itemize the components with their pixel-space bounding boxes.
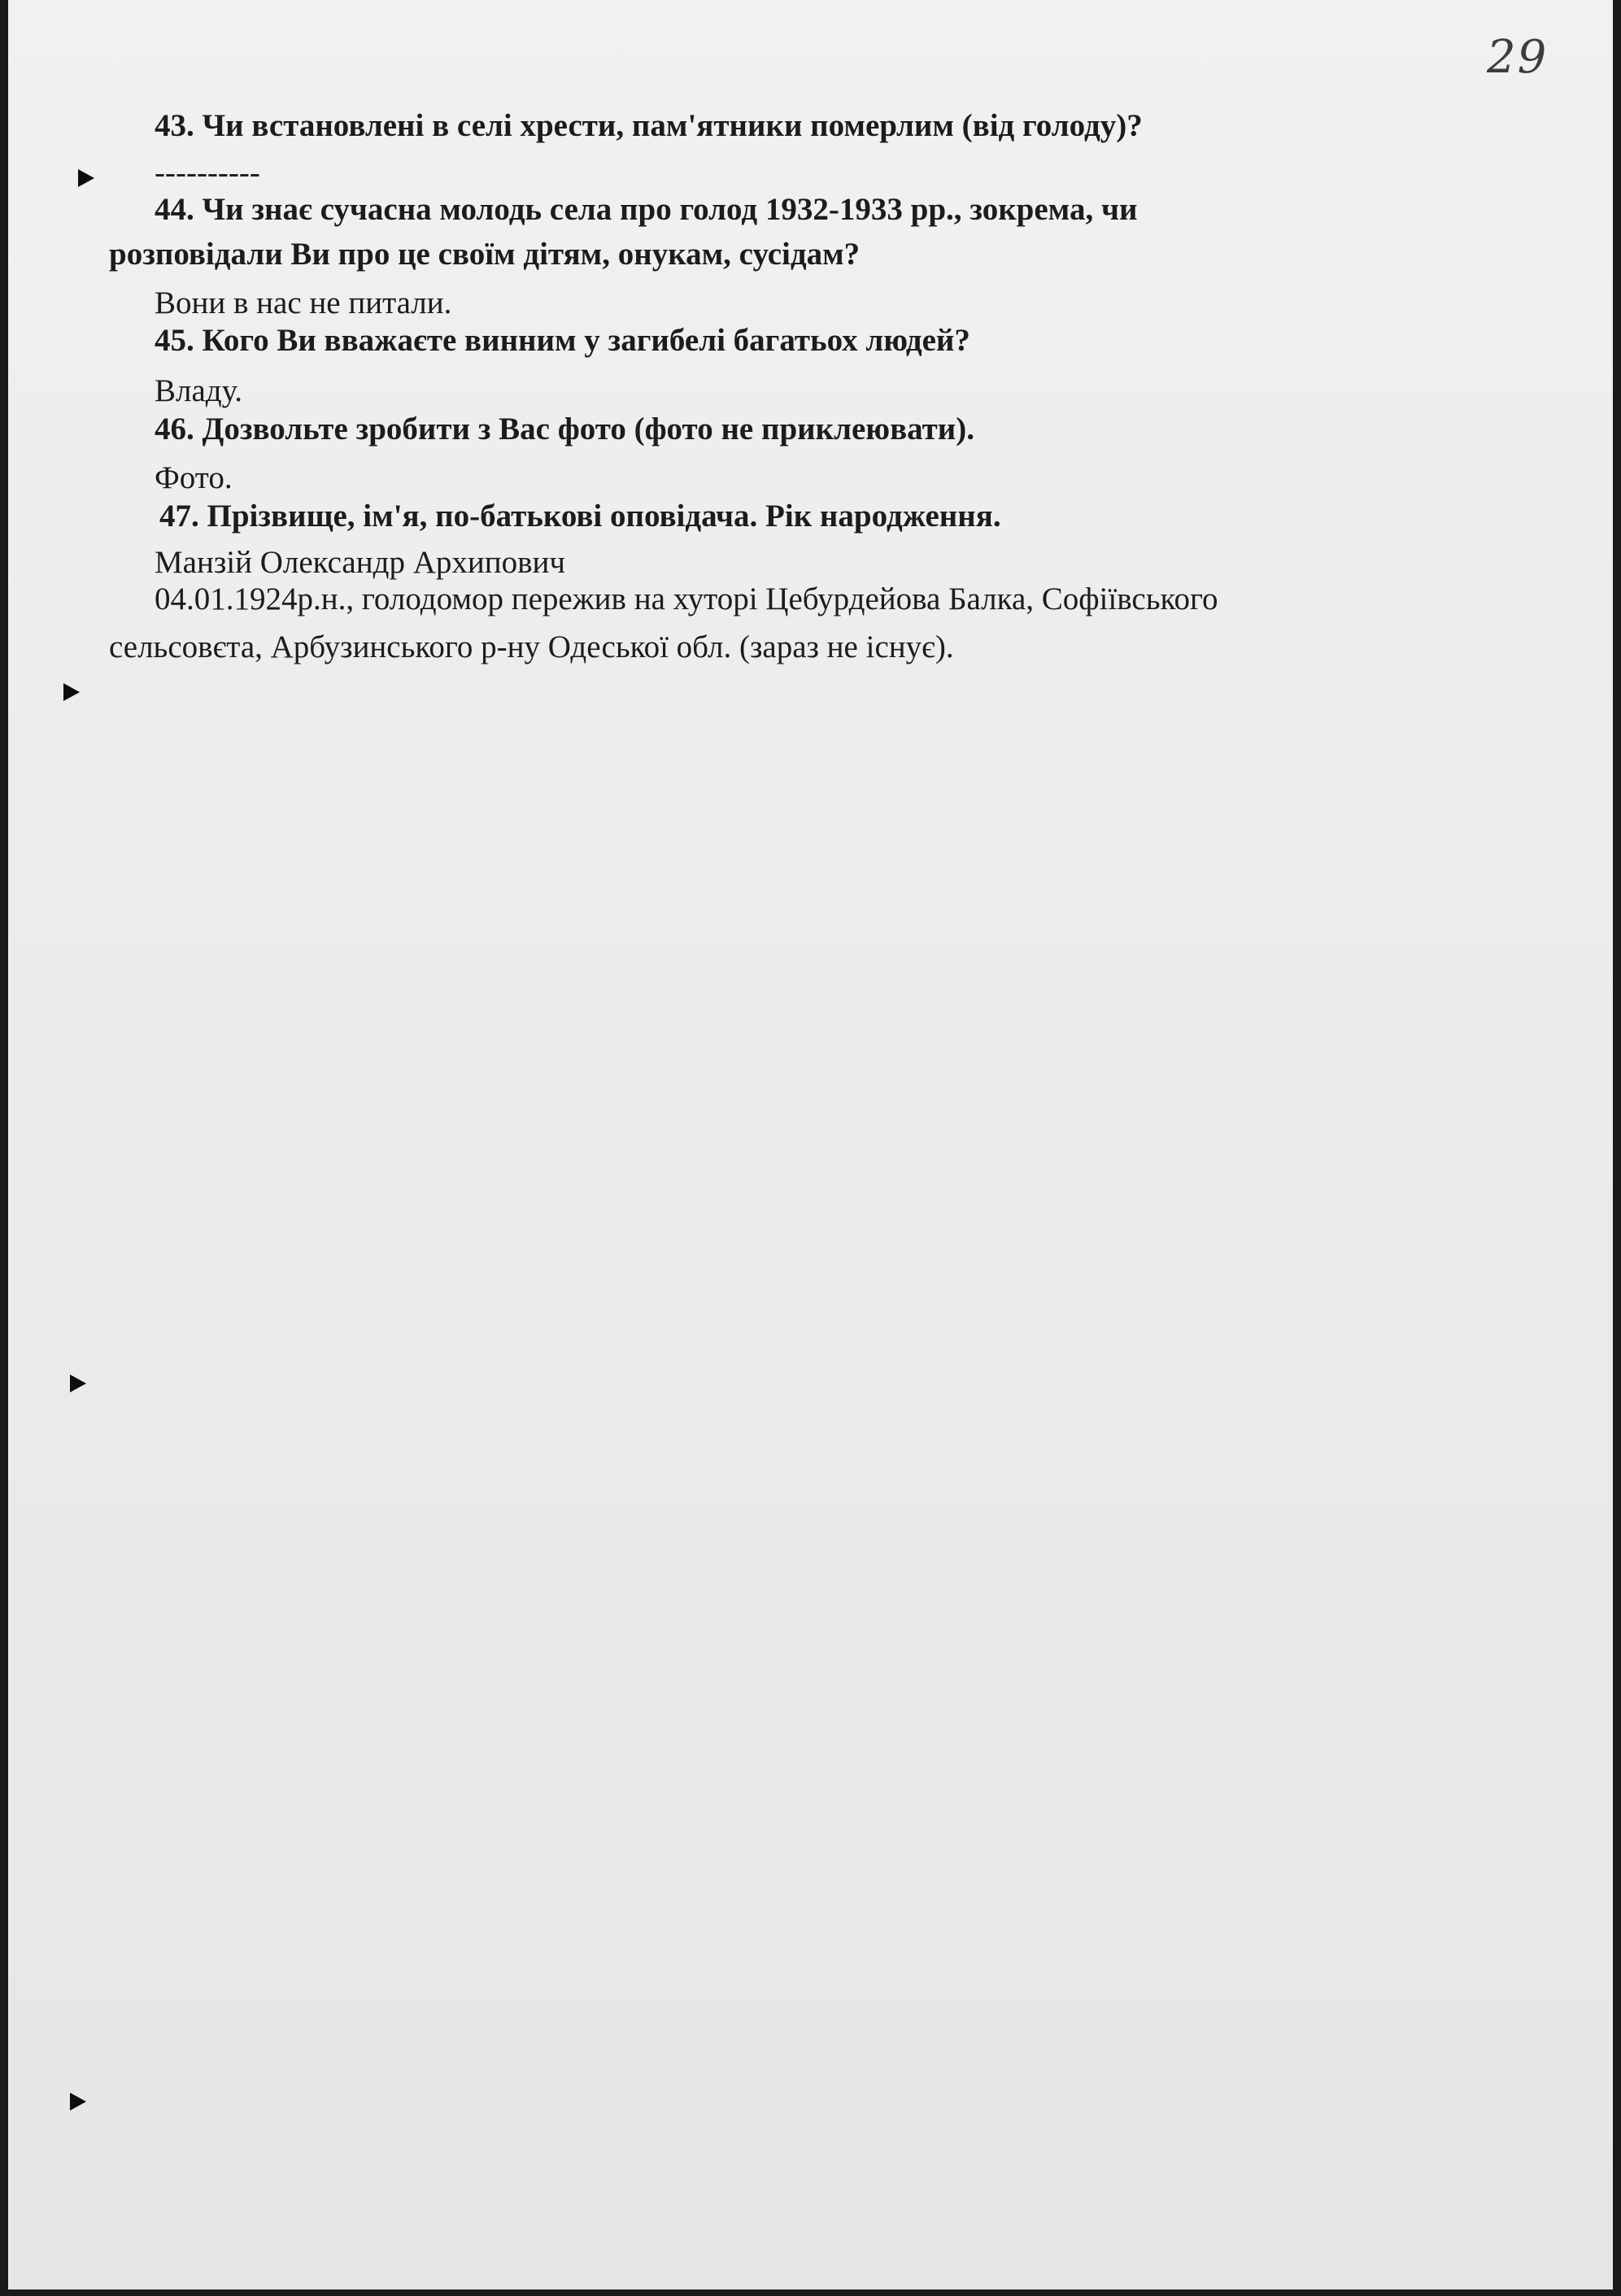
answer-45: Владу. xyxy=(155,373,242,408)
punch-hole-mark xyxy=(78,169,94,187)
answer-47-name: Манзій Олександр Архипович xyxy=(155,545,566,580)
punch-hole-mark xyxy=(70,1375,86,1392)
answer-47-birth-line-2: сельсовєта, Арбузинського р-ну Одеської обл. (зараз не існує). xyxy=(109,630,954,664)
answer-46: Фото. xyxy=(155,460,233,495)
punch-hole-mark xyxy=(70,2093,86,2111)
question-43: 43. Чи встановлені в селі хрести, пам'ятники померлим (від голоду)? xyxy=(155,108,1143,143)
question-47: 47. Прізвище, ім'я, по-батькові оповідача. Рік народження. xyxy=(159,499,1001,534)
answer-47-birth-line-1: 04.01.1924р.н., голодомор пережив на хуторі Цебурдейова Балка, Софіївського xyxy=(155,582,1218,616)
question-44-line-1: 44. Чи знає сучасна молодь села про голод 1932-1933 рр., зокрема, чи xyxy=(155,192,1138,227)
question-46: 46. Дозвольте зробити з Вас фото (фото не приклеювати). xyxy=(155,412,974,447)
question-45: 45. Кого Ви вважаєте винним у загибелі багатьох людей? xyxy=(155,323,970,358)
punch-hole-mark xyxy=(63,683,80,701)
document-page xyxy=(8,0,1613,2289)
answer-43: ---------- xyxy=(155,155,260,190)
question-44-line-2: розповідали Ви про це своїм дітям, онукам, сусідам? xyxy=(109,237,861,272)
answer-44: Вони в нас не питали. xyxy=(155,285,452,320)
handwritten-page-number: 29 xyxy=(1487,31,1549,84)
